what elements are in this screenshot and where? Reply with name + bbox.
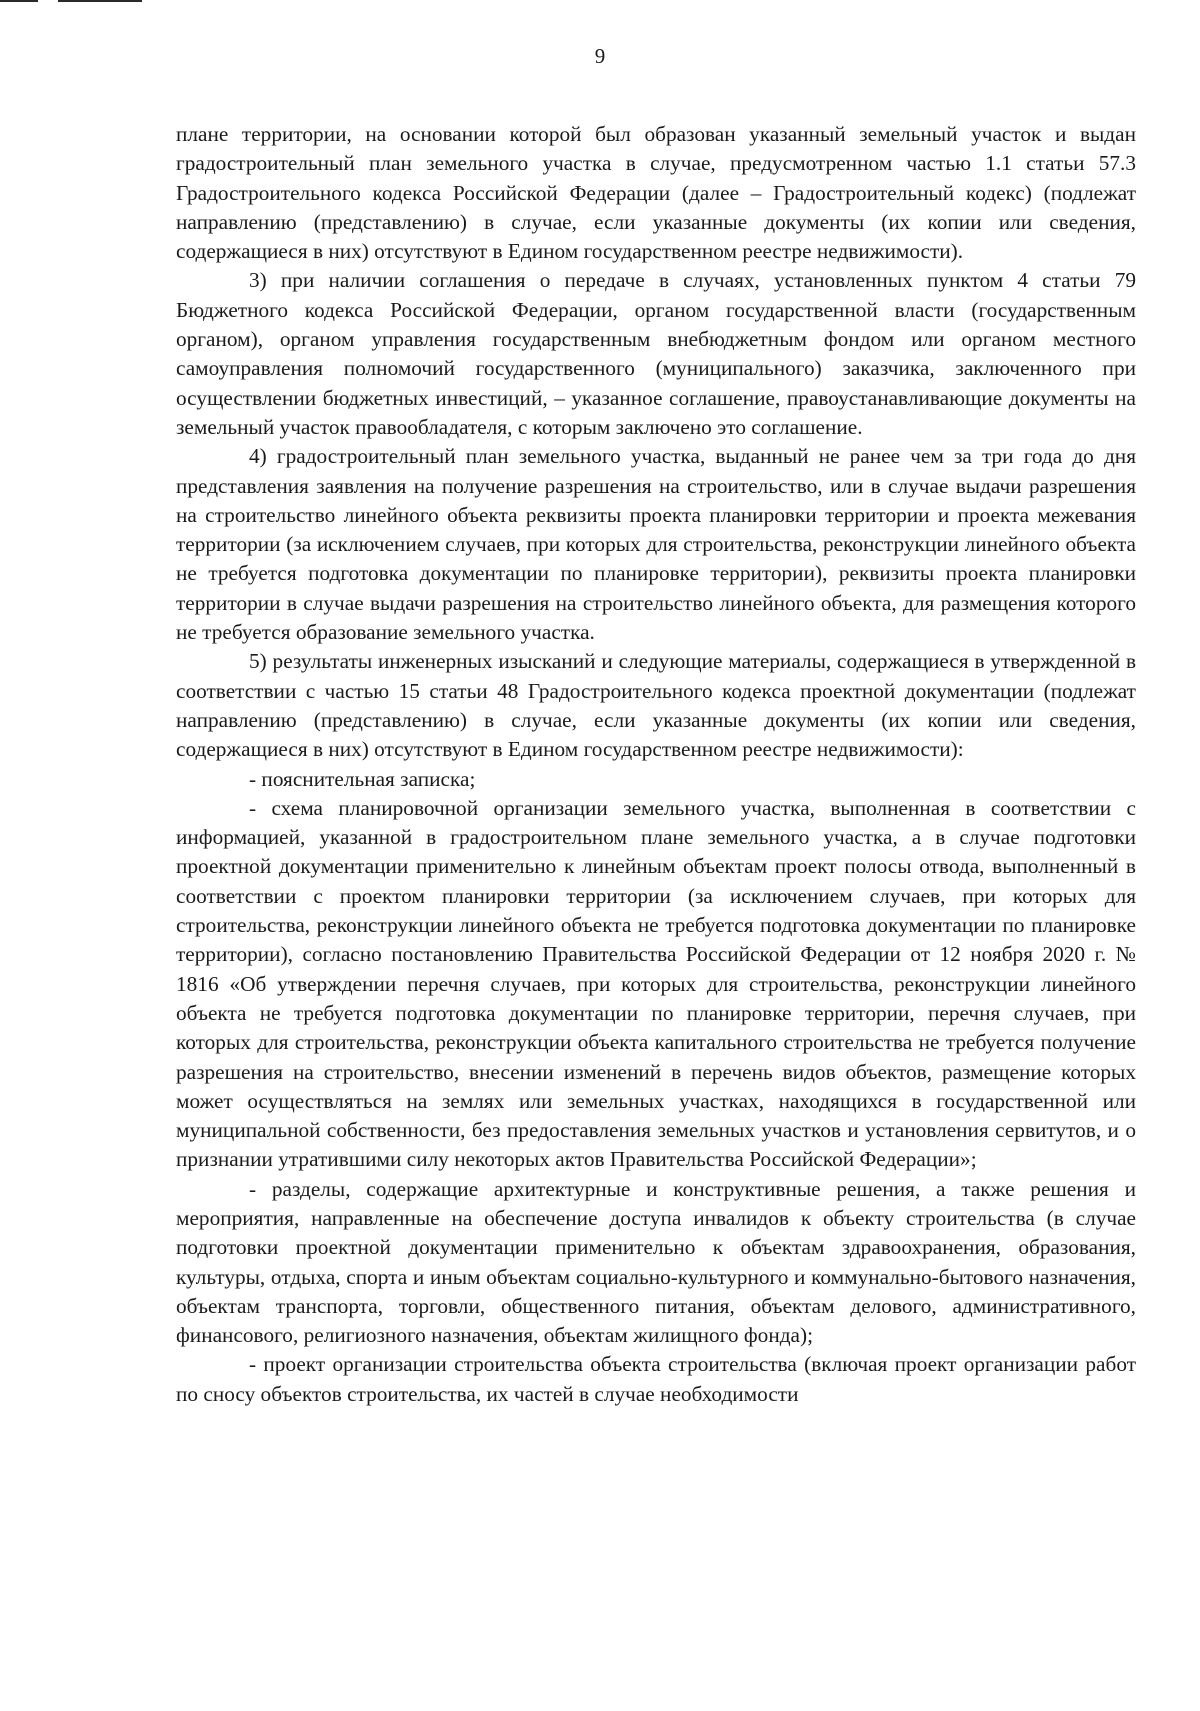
paragraph-continuation: плане территории, на основании которой был образован указанный земельный участок и выдан градостроительный план земельного участка в случае, предусмотренном частью 1.1 статьи 57.3 Градостроительного кодекса Российской Федерации (далее – Градостроительный кодекс) (подлежат направлению (представлению) в случае, если указанные документы (их копии или сведения, содержащиеся в них) отсутствуют в Едином государственном реестре недвижимости). bbox=[176, 122, 1136, 264]
page-number: 9 bbox=[594, 44, 606, 68]
paragraph-item-4: 4) градостроительный план земельного участка, выданный не ранее чем за три года до дня представления заявления на получение разрешения на строительство, или в случае выдачи разрешения на строительство линейного объекта реквизиты проекта планировки территории и проекта межевания территории (за исключением случаев, при которых для строительства, реконструкции линейного объекта не требуется подготовка документации по планировке территории), реквизиты проекта планировки территории в случае выдачи разрешения на строительство линейного объекта, для размещения которого не требуется образование земельного участка. bbox=[176, 444, 1136, 645]
scan-edge-mark bbox=[58, 0, 142, 2]
scan-edge-mark bbox=[0, 0, 38, 2]
list-item-explanatory-note: - пояснительная записка; bbox=[249, 766, 476, 791]
list-item-site-plan-scheme: - схема планировочной организации земельного участка, выполненная в соответствии с информацией, указанной в градостроительном плане земельного участка, а в случае подготовки проектной документации применительно к линейным объектам проект полосы отвода, выполненный в соответствии с проектом планировки территории (за исключением случаев, при которых для строительства, реконструкции линейного объекта не требуется подготовка документации по планировке территории), согласно постановлению Правительства Российской Федерации от 12 ноября 2020 г. № 1816 «Об утверждении перечня случаев, при которых для строительства, реконструкции линейного объекта не требуется подготовка документации по планировке территории, перечня случаев, при которых для строительства, реконструкции объекта капитального строительства не требуется получение разрешения на строительство, внесении изменений в перечень видов объектов, размещение которых может осуществляться на землях или земельных участках, находящихся в государственной или муниципальной собственности, без предоставления земельных участков и установления сервитутов, и о признании утратившими силу некоторых актов Правительства Российской Федерации»; bbox=[176, 795, 1136, 1172]
paragraph-item-5: 5) результаты инженерных изысканий и следующие материалы, содержащиеся в утвержденной в соответствии с частью 15 статьи 48 Градостроительного кодекса проектной документации (подлежат направлению (представлению) в случае, если указанные документы (их копии или сведения, содержащиеся в них) отсутствуют в Едином государственном реестре недвижимости): bbox=[176, 649, 1136, 762]
list-item-construction-organization: - проект организации строительства объекта строительства (включая проект организации работ по сносу объектов строительства, их частей в случае необходимости bbox=[176, 1352, 1136, 1406]
list-item-architectural-sections: - разделы, содержащие архитектурные и конструктивные решения, а также решения и мероприятия, направленные на обеспечение доступа инвалидов к объекту строительства (в случае подготовки проектной документации применительно к объектам здравоохранения, образования, культуры, отдыха, спорта и иным объектам социально-культурного и коммунально-бытового назначения, объектам транспорта, торговли, общественного питания, объектам делового, административного, финансового, религиозного назначения, объектам жилищного фонда); bbox=[176, 1176, 1136, 1348]
document-body bbox=[176, 120, 1136, 1409]
paragraph-item-3: 3) при наличии соглашения о передаче в случаях, установленных пунктом 4 статьи 79 Бюджетного кодекса Российской Федерации, органом государственной власти (государственным органом), органом управления государственным внебюджетным фондом или органом местного самоуправления полномочий государственного (муниципального) заказчика, заключенного при осуществлении бюджетных инвестиций, – указанное соглашение, правоустанавливающие документы на земельный участок правообладателя, с которым заключено это соглашение. bbox=[176, 268, 1136, 439]
